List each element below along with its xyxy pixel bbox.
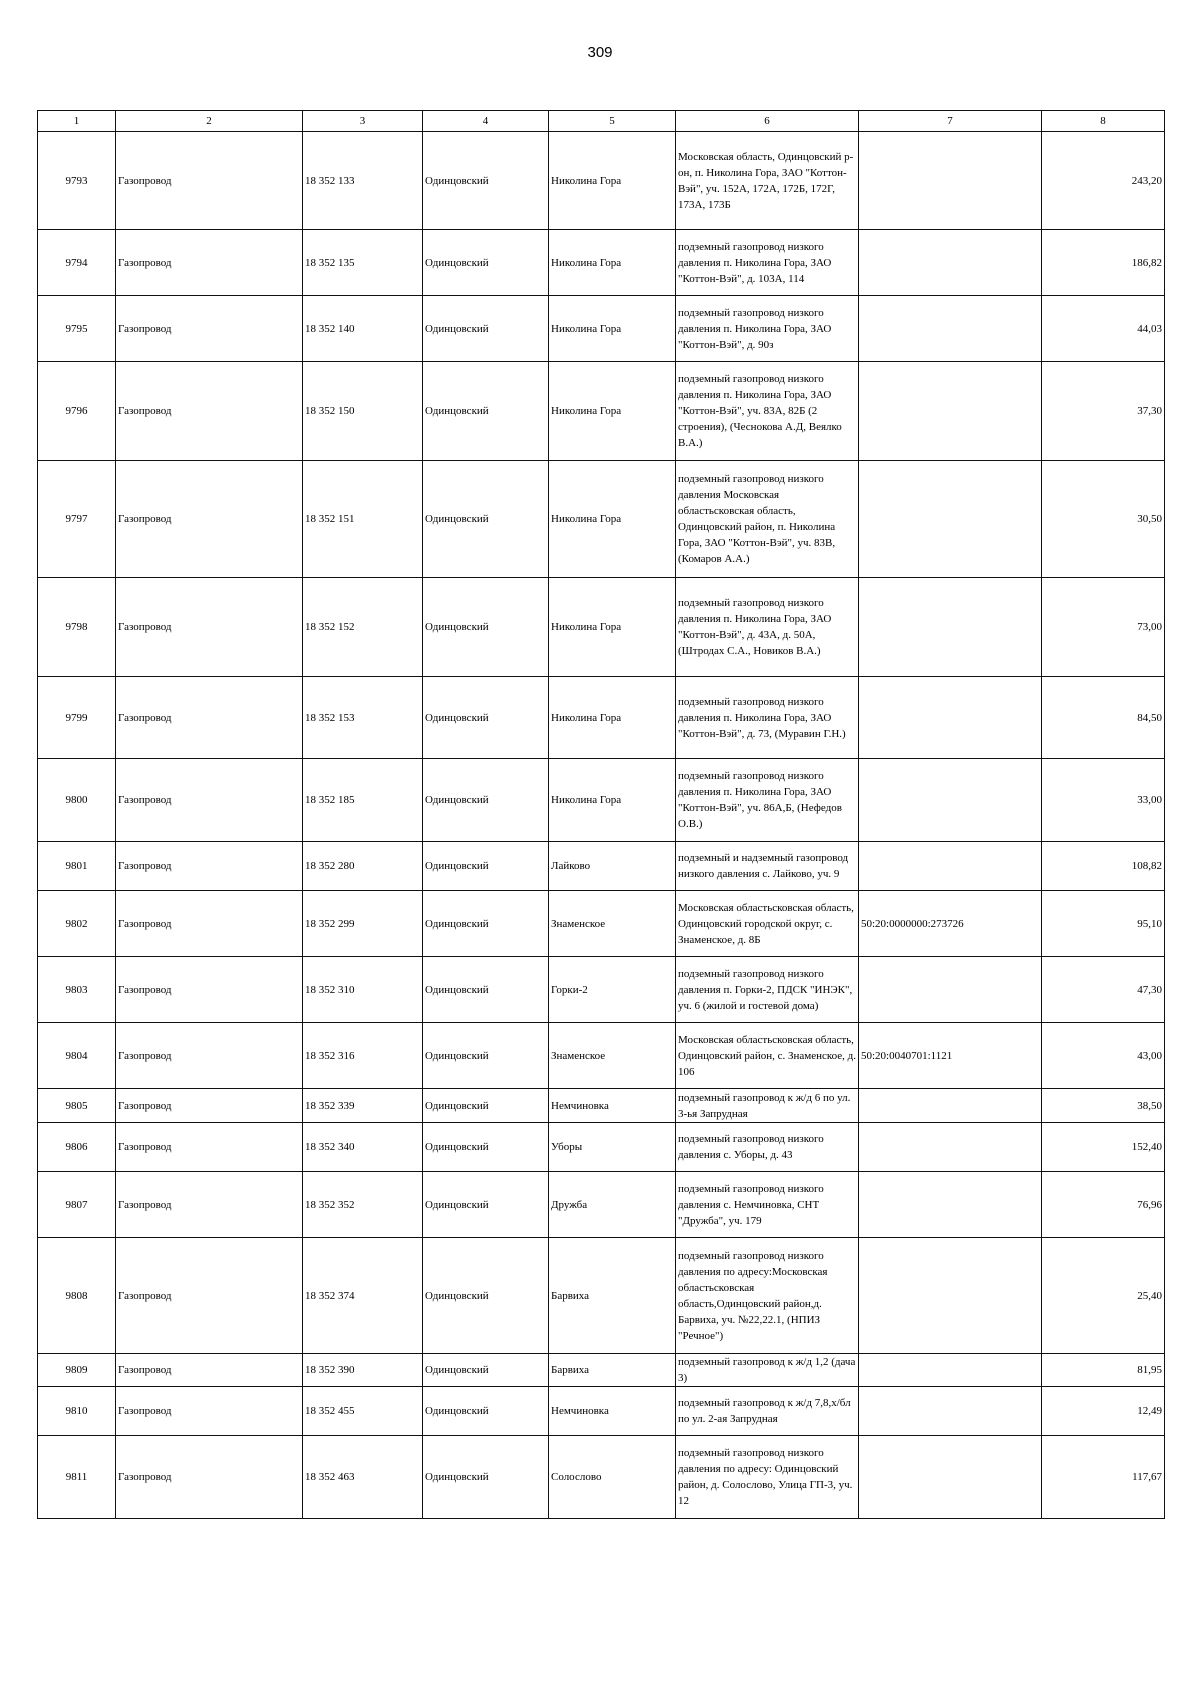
cell-settlement: Барвиха — [549, 1354, 676, 1387]
cell-object-type: Газопровод — [116, 578, 303, 677]
cell-code: 18 352 352 — [303, 1172, 423, 1238]
cell-number: 9804 — [38, 1023, 116, 1089]
cell-code: 18 352 152 — [303, 578, 423, 677]
cell-cadastral-number — [859, 132, 1042, 230]
cell-length: 38,50 — [1042, 1089, 1165, 1123]
cell-district: Одинцовский — [423, 578, 549, 677]
cell-district: Одинцовский — [423, 362, 549, 461]
cell-settlement: Николина Гора — [549, 677, 676, 759]
column-header-7: 7 — [859, 111, 1042, 132]
cell-settlement: Николина Гора — [549, 362, 676, 461]
cell-address: подземный газопровод низкого давления п. Николина Гора, ЗАО "Коттон-Вэй", уч. 86А,Б, (Нефедов О.В.) — [676, 759, 859, 842]
cell-number: 9805 — [38, 1089, 116, 1123]
table-row — [38, 1089, 1165, 1123]
table-row — [38, 1354, 1165, 1387]
cell-settlement: Николина Гора — [549, 461, 676, 578]
column-header-6: 6 — [676, 111, 859, 132]
cell-cadastral-number — [859, 1089, 1042, 1123]
cell-cadastral-number — [859, 1238, 1042, 1354]
cell-number: 9803 — [38, 957, 116, 1023]
cell-address: подземный газопровод низкого давления п. Николина Гора, ЗАО "Коттон-Вэй", д. 43А, д. 50А, (Штродах С.А., Новиков В.А.) — [676, 578, 859, 677]
cell-address: подземный и надземный газопровод низкого давления с. Лайково, уч. 9 — [676, 842, 859, 891]
cell-number: 9798 — [38, 578, 116, 677]
cell-code: 18 352 374 — [303, 1238, 423, 1354]
cell-object-type: Газопровод — [116, 957, 303, 1023]
cell-object-type: Газопровод — [116, 1123, 303, 1172]
cell-cadastral-number — [859, 677, 1042, 759]
cell-district: Одинцовский — [423, 1123, 549, 1172]
table-row — [38, 1023, 1165, 1089]
column-header-5: 5 — [549, 111, 676, 132]
table-row — [38, 1123, 1165, 1172]
cell-cadastral-number — [859, 578, 1042, 677]
cell-object-type: Газопровод — [116, 759, 303, 842]
cell-cadastral-number — [859, 296, 1042, 362]
cell-number: 9807 — [38, 1172, 116, 1238]
cell-address: Московская областьсковская область, Одинцовский городской округ, с. Знаменское, д. 8Б — [676, 891, 859, 957]
cell-number: 9793 — [38, 132, 116, 230]
cell-code: 18 352 463 — [303, 1436, 423, 1519]
cell-length: 186,82 — [1042, 230, 1165, 296]
table-row — [38, 1238, 1165, 1354]
cell-district: Одинцовский — [423, 1238, 549, 1354]
cell-object-type: Газопровод — [116, 1354, 303, 1387]
cell-settlement: Лайково — [549, 842, 676, 891]
cell-object-type: Газопровод — [116, 1089, 303, 1123]
cell-settlement: Николина Гора — [549, 759, 676, 842]
cell-length: 37,30 — [1042, 362, 1165, 461]
cell-length: 108,82 — [1042, 842, 1165, 891]
cell-address: подземный газопровод к ж/д 7,8,х/бл по ул. 2-ая Запрудная — [676, 1387, 859, 1436]
cell-cadastral-number — [859, 1172, 1042, 1238]
cell-number: 9796 — [38, 362, 116, 461]
cell-number: 9797 — [38, 461, 116, 578]
cell-code: 18 352 151 — [303, 461, 423, 578]
cell-code: 18 352 316 — [303, 1023, 423, 1089]
cell-settlement: Николина Гора — [549, 578, 676, 677]
cell-number: 9810 — [38, 1387, 116, 1436]
cell-address: подземный газопровод низкого давления п. Николина Гора, ЗАО "Коттон-Вэй", д. 103А, 114 — [676, 230, 859, 296]
cell-settlement: Горки-2 — [549, 957, 676, 1023]
cell-object-type: Газопровод — [116, 891, 303, 957]
cell-settlement: Барвиха — [549, 1238, 676, 1354]
cell-district: Одинцовский — [423, 296, 549, 362]
column-header-8: 8 — [1042, 111, 1165, 132]
cell-settlement: Николина Гора — [549, 132, 676, 230]
table-row — [38, 957, 1165, 1023]
cell-code: 18 352 150 — [303, 362, 423, 461]
cell-district: Одинцовский — [423, 891, 549, 957]
cell-district: Одинцовский — [423, 759, 549, 842]
cell-address: подземный газопровод низкого давления п. Николина Гора, ЗАО "Коттон-Вэй", уч. 83А, 82Б (2 строения), (Чеснокова А.Д, Веялко В.А.) — [676, 362, 859, 461]
cell-district: Одинцовский — [423, 677, 549, 759]
cell-code: 18 352 340 — [303, 1123, 423, 1172]
cell-length: 43,00 — [1042, 1023, 1165, 1089]
cell-object-type: Газопровод — [116, 132, 303, 230]
cell-code: 18 352 153 — [303, 677, 423, 759]
cell-district: Одинцовский — [423, 1089, 549, 1123]
page-number: 309 — [587, 44, 613, 61]
cell-address: подземный газопровод к ж/д 1,2 (дача 3) — [676, 1354, 859, 1387]
cell-cadastral-number: 50:20:0040701:1121 — [859, 1023, 1042, 1089]
cell-settlement: Дружба — [549, 1172, 676, 1238]
table-row — [38, 296, 1165, 362]
cell-object-type: Газопровод — [116, 296, 303, 362]
cell-address: подземный газопровод низкого давления по адресу: Одинцовский район, д. Солослово, Улица ГП-3, уч. 12 — [676, 1436, 859, 1519]
cell-address: подземный газопровод к ж/д 6 по ул. 3-ья Запрудная — [676, 1089, 859, 1123]
cell-object-type: Газопровод — [116, 842, 303, 891]
table-row — [38, 842, 1165, 891]
cell-object-type: Газопровод — [116, 1387, 303, 1436]
cell-length: 81,95 — [1042, 1354, 1165, 1387]
cell-code: 18 352 135 — [303, 230, 423, 296]
cell-object-type: Газопровод — [116, 677, 303, 759]
cell-object-type: Газопровод — [116, 1436, 303, 1519]
cell-object-type: Газопровод — [116, 1172, 303, 1238]
table-row — [38, 891, 1165, 957]
cell-object-type: Газопровод — [116, 230, 303, 296]
cell-settlement: Николина Гора — [549, 296, 676, 362]
table-row — [38, 677, 1165, 759]
cell-number: 9806 — [38, 1123, 116, 1172]
cell-number: 9794 — [38, 230, 116, 296]
table-row — [38, 132, 1165, 230]
cell-number: 9800 — [38, 759, 116, 842]
cell-address: подземный газопровод низкого давления с. Уборы, д. 43 — [676, 1123, 859, 1172]
table-header-row — [38, 111, 1165, 132]
cell-cadastral-number — [859, 1387, 1042, 1436]
cell-address: Московская областьсковская область, Одинцовский район, с. Знаменское, д. 106 — [676, 1023, 859, 1089]
table-row — [38, 1172, 1165, 1238]
table-row — [38, 230, 1165, 296]
cell-code: 18 352 310 — [303, 957, 423, 1023]
cell-code: 18 352 185 — [303, 759, 423, 842]
column-header-1: 1 — [38, 111, 116, 132]
cell-address: подземный газопровод низкого давления п. Горки-2, ПДСК "ИНЭК", уч. 6 (жилой и гостевой дома) — [676, 957, 859, 1023]
cell-cadastral-number — [859, 1354, 1042, 1387]
registry-table — [37, 110, 1165, 1519]
table-row — [38, 362, 1165, 461]
cell-code: 18 352 390 — [303, 1354, 423, 1387]
cell-address: подземный газопровод низкого давления с. Немчиновка, СНТ "Дружба", уч. 179 — [676, 1172, 859, 1238]
table-row — [38, 1387, 1165, 1436]
cell-code: 18 352 280 — [303, 842, 423, 891]
cell-address: Московская область, Одинцовский р-он, п. Николина Гора, ЗАО "Коттон-Вэй", уч. 152А, 172А, 172Б, 172Г, 173А, 173Б — [676, 132, 859, 230]
cell-code: 18 352 455 — [303, 1387, 423, 1436]
cell-cadastral-number — [859, 1123, 1042, 1172]
cell-length: 73,00 — [1042, 578, 1165, 677]
cell-district: Одинцовский — [423, 1354, 549, 1387]
cell-length: 30,50 — [1042, 461, 1165, 578]
cell-number: 9809 — [38, 1354, 116, 1387]
cell-district: Одинцовский — [423, 461, 549, 578]
cell-object-type: Газопровод — [116, 1238, 303, 1354]
cell-settlement: Уборы — [549, 1123, 676, 1172]
cell-code: 18 352 339 — [303, 1089, 423, 1123]
cell-settlement: Немчиновка — [549, 1089, 676, 1123]
cell-settlement: Немчиновка — [549, 1387, 676, 1436]
cell-number: 9801 — [38, 842, 116, 891]
column-header-4: 4 — [423, 111, 549, 132]
cell-district: Одинцовский — [423, 132, 549, 230]
cell-cadastral-number — [859, 1436, 1042, 1519]
cell-cadastral-number — [859, 957, 1042, 1023]
cell-length: 84,50 — [1042, 677, 1165, 759]
cell-code: 18 352 299 — [303, 891, 423, 957]
cell-code: 18 352 140 — [303, 296, 423, 362]
cell-number: 9802 — [38, 891, 116, 957]
cell-district: Одинцовский — [423, 842, 549, 891]
cell-address: подземный газопровод низкого давления Московская областьсковская область, Одинцовский район, п. Николина Гора, ЗАО "Коттон-Вэй", уч. 83В, (Комаров А.А.) — [676, 461, 859, 578]
cell-settlement: Николина Гора — [549, 230, 676, 296]
cell-number: 9799 — [38, 677, 116, 759]
column-header-2: 2 — [116, 111, 303, 132]
table-row — [38, 578, 1165, 677]
cell-settlement: Солослово — [549, 1436, 676, 1519]
cell-length: 47,30 — [1042, 957, 1165, 1023]
column-header-3: 3 — [303, 111, 423, 132]
table-row — [38, 1436, 1165, 1519]
cell-length: 243,20 — [1042, 132, 1165, 230]
cell-address: подземный газопровод низкого давления по адресу:Московская областьсковская область,Одинцовский район,д. Барвиха, уч. №22,22.1, (НПИЗ "Речное") — [676, 1238, 859, 1354]
cell-cadastral-number — [859, 842, 1042, 891]
cell-cadastral-number: 50:20:0000000:273726 — [859, 891, 1042, 957]
cell-address: подземный газопровод низкого давления п. Николина Гора, ЗАО "Коттон-Вэй", д. 90з — [676, 296, 859, 362]
cell-length: 95,10 — [1042, 891, 1165, 957]
cell-district: Одинцовский — [423, 1436, 549, 1519]
cell-length: 76,96 — [1042, 1172, 1165, 1238]
cell-length: 12,49 — [1042, 1387, 1165, 1436]
cell-cadastral-number — [859, 759, 1042, 842]
cell-length: 25,40 — [1042, 1238, 1165, 1354]
cell-district: Одинцовский — [423, 1023, 549, 1089]
cell-district: Одинцовский — [423, 230, 549, 296]
cell-settlement: Знаменское — [549, 1023, 676, 1089]
cell-number: 9795 — [38, 296, 116, 362]
cell-address: подземный газопровод низкого давления п. Николина Гора, ЗАО "Коттон-Вэй", д. 73, (Муравин Г.Н.) — [676, 677, 859, 759]
cell-district: Одинцовский — [423, 1387, 549, 1436]
cell-district: Одинцовский — [423, 957, 549, 1023]
cell-district: Одинцовский — [423, 1172, 549, 1238]
cell-code: 18 352 133 — [303, 132, 423, 230]
table-row — [38, 461, 1165, 578]
cell-object-type: Газопровод — [116, 362, 303, 461]
cell-length: 44,03 — [1042, 296, 1165, 362]
cell-length: 117,67 — [1042, 1436, 1165, 1519]
cell-cadastral-number — [859, 362, 1042, 461]
cell-object-type: Газопровод — [116, 461, 303, 578]
cell-cadastral-number — [859, 461, 1042, 578]
cell-settlement: Знаменское — [549, 891, 676, 957]
cell-length: 152,40 — [1042, 1123, 1165, 1172]
cell-object-type: Газопровод — [116, 1023, 303, 1089]
cell-length: 33,00 — [1042, 759, 1165, 842]
cell-cadastral-number — [859, 230, 1042, 296]
cell-number: 9811 — [38, 1436, 116, 1519]
cell-number: 9808 — [38, 1238, 116, 1354]
table-row — [38, 759, 1165, 842]
